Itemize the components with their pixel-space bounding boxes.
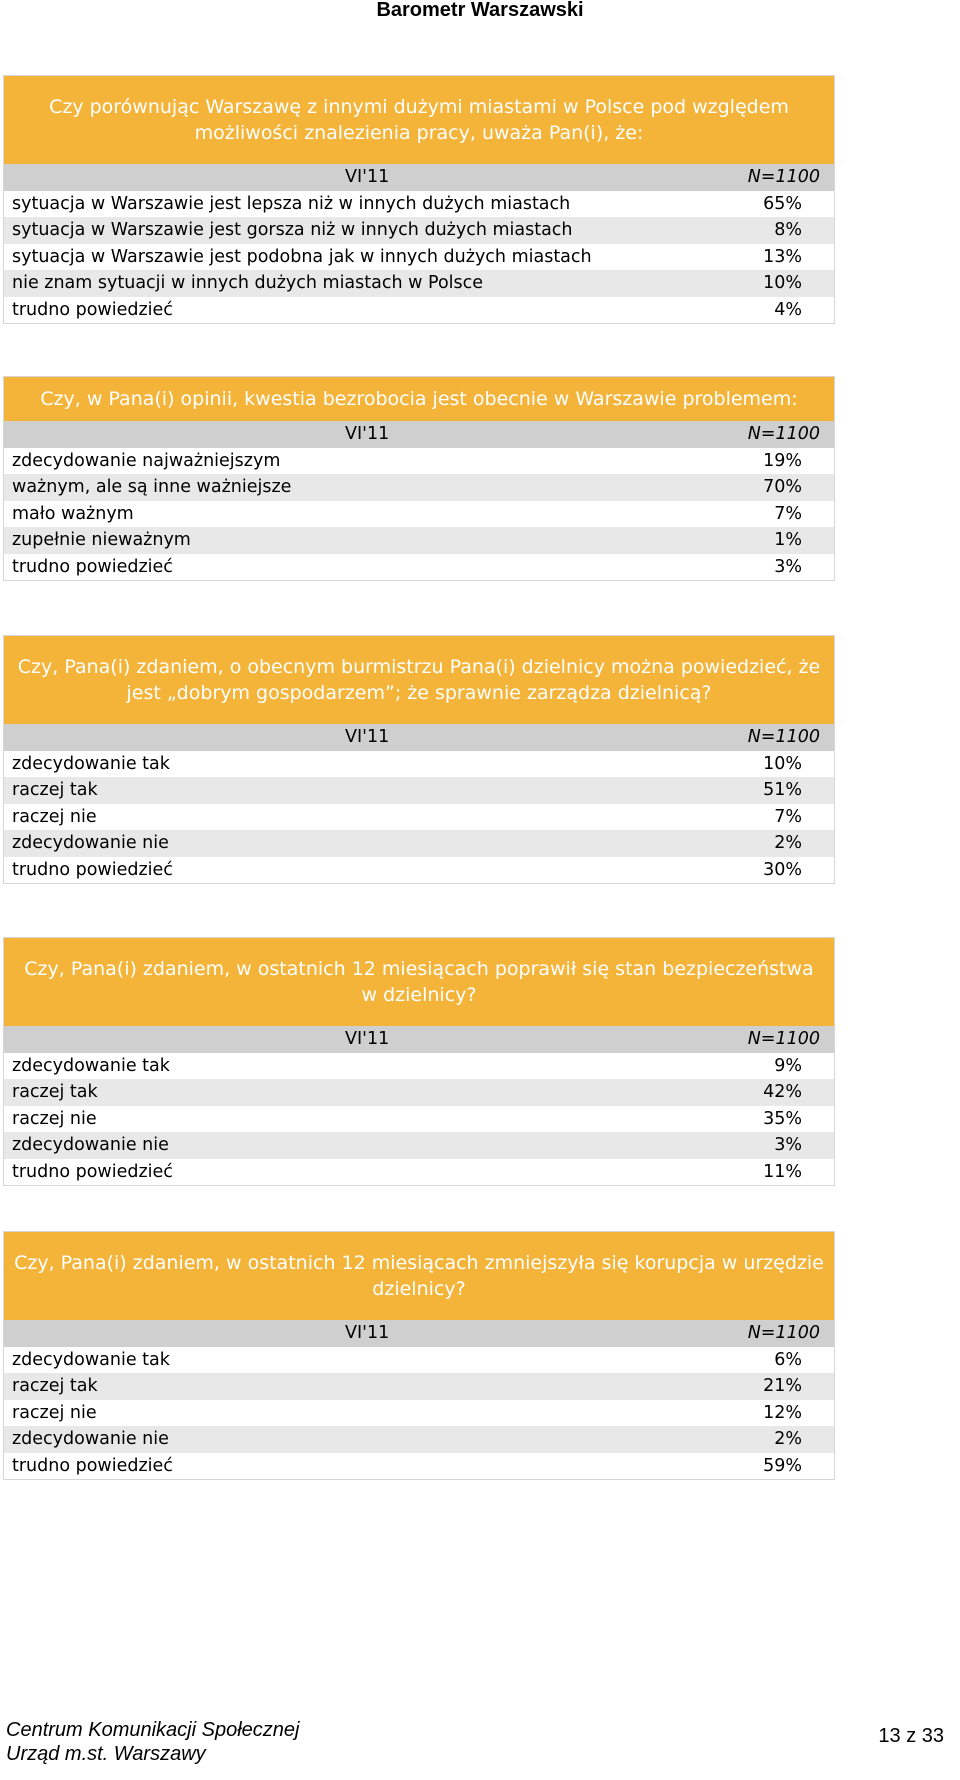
table-row — [4, 554, 834, 581]
answer-label: sytuacja w Warszawie jest podobna jak w innych dużych miastach — [12, 246, 592, 267]
answer-label: trudno powiedzieć — [12, 556, 173, 577]
question-text: Czy, Pana(i) zdaniem, w ostatnich 12 miesiącach poprawił się stan bezpieczeństwa w dzielnicy? — [4, 938, 834, 1026]
table-row — [4, 1347, 834, 1374]
period-label: VI'11 — [345, 1323, 390, 1344]
table-row — [4, 1079, 834, 1106]
answer-label: raczej tak — [12, 1376, 98, 1397]
table-row — [4, 857, 834, 884]
answer-label: zdecydowanie tak — [12, 1055, 170, 1076]
table-row — [4, 1053, 834, 1080]
table-row — [4, 217, 834, 244]
answer-label: zupełnie nieważnym — [12, 530, 191, 551]
page-number: 13 z 33 — [878, 1725, 944, 1747]
answer-value: 3% — [774, 1135, 802, 1156]
answer-label: zdecydowanie nie — [12, 1429, 169, 1450]
answer-value: 2% — [774, 1429, 802, 1450]
answer-label: raczej tak — [12, 1082, 98, 1103]
survey-table-1 — [3, 75, 835, 324]
answer-value: 11% — [763, 1161, 802, 1182]
answer-label: raczej nie — [12, 1108, 97, 1129]
sample-size: N=1100 — [747, 1029, 820, 1050]
table-row — [4, 751, 834, 778]
answer-value: 1% — [774, 530, 802, 551]
table-row — [4, 804, 834, 831]
table-row — [4, 1159, 834, 1186]
answer-label: zdecydowanie nie — [12, 833, 169, 854]
footer-org-line-1: Centrum Komunikacji Społecznej — [6, 1719, 300, 1741]
period-label: VI'11 — [345, 1029, 390, 1050]
sample-size: N=1100 — [747, 727, 820, 748]
sample-size: N=1100 — [747, 167, 820, 188]
table-row — [4, 244, 834, 271]
answer-value: 3% — [774, 556, 802, 577]
table-row — [4, 1106, 834, 1133]
table-header-row — [4, 1320, 834, 1347]
table-header-row — [4, 421, 834, 448]
answer-label: sytuacja w Warszawie jest gorsza niż w innych dużych miastach — [12, 220, 573, 241]
survey-table-4 — [3, 937, 835, 1186]
answer-label: raczej nie — [12, 1402, 97, 1423]
table-header-row — [4, 1026, 834, 1053]
answer-label: zdecydowanie nie — [12, 1135, 169, 1156]
table-row — [4, 1132, 834, 1159]
answer-value: 7% — [774, 806, 802, 827]
period-label: VI'11 — [345, 167, 390, 188]
answer-label: zdecydowanie najważniejszym — [12, 450, 281, 471]
table-row — [4, 830, 834, 857]
table-row — [4, 777, 834, 804]
table-row — [4, 448, 834, 475]
table-row — [4, 270, 834, 297]
table-row — [4, 297, 834, 324]
answer-label: trudno powiedzieć — [12, 859, 173, 880]
answer-label: trudno powiedzieć — [12, 1161, 173, 1182]
period-label: VI'11 — [345, 424, 390, 445]
answer-value: 59% — [763, 1455, 802, 1476]
table-row — [4, 1373, 834, 1400]
answer-value: 6% — [774, 1349, 802, 1370]
answer-value: 9% — [774, 1055, 802, 1076]
survey-table-2 — [3, 376, 835, 581]
answer-value: 8% — [774, 220, 802, 241]
period-label: VI'11 — [345, 727, 390, 748]
answer-label: zdecydowanie tak — [12, 753, 170, 774]
question-text: Czy, Pana(i) zdaniem, o obecnym burmistrzu Pana(i) dzielnicy można powiedzieć, że jest „dobrym gospodarzem”; że sprawnie zarządza dzielnicą? — [4, 636, 834, 724]
answer-label: trudno powiedzieć — [12, 1455, 173, 1476]
answer-value: 13% — [763, 246, 802, 267]
answer-label: mało ważnym — [12, 503, 134, 524]
table-header-row — [4, 724, 834, 751]
sample-size: N=1100 — [747, 1323, 820, 1344]
table-row — [4, 474, 834, 501]
answer-value: 7% — [774, 503, 802, 524]
answer-value: 10% — [763, 273, 802, 294]
answer-label: sytuacja w Warszawie jest lepsza niż w innych dużych miastach — [12, 193, 571, 214]
answer-value: 35% — [763, 1108, 802, 1129]
table-row — [4, 1400, 834, 1427]
answer-value: 30% — [763, 859, 802, 880]
answer-value: 19% — [763, 450, 802, 471]
answer-value: 10% — [763, 753, 802, 774]
question-text: Czy porównując Warszawę z innymi dużymi miastami w Polsce pod względem możliwości znalezienia pracy, uważa Pan(i), że: — [4, 76, 834, 164]
answer-value: 2% — [774, 833, 802, 854]
table-row — [4, 1453, 834, 1480]
answer-value: 21% — [763, 1376, 802, 1397]
footer-organization — [6, 1718, 299, 1766]
answer-label: trudno powiedzieć — [12, 299, 173, 320]
question-text: Czy, Pana(i) zdaniem, w ostatnich 12 miesiącach zmniejszyła się korupcja w urzędzie dzielnicy? — [4, 1232, 834, 1320]
answer-value: 4% — [774, 299, 802, 320]
answer-value: 51% — [763, 780, 802, 801]
answer-value: 12% — [763, 1402, 802, 1423]
table-row — [4, 191, 834, 218]
answer-label: raczej nie — [12, 806, 97, 827]
table-header-row — [4, 164, 834, 191]
question-text: Czy, w Pana(i) opinii, kwestia bezrobocia jest obecnie w Warszawie problemem: — [4, 377, 834, 421]
table-row — [4, 527, 834, 554]
answer-value: 70% — [763, 477, 802, 498]
answer-label: nie znam sytuacji w innych dużych miastach w Polsce — [12, 273, 484, 294]
answer-label: raczej tak — [12, 780, 98, 801]
answer-label: ważnym, ale są inne ważniejsze — [12, 477, 292, 498]
answer-value: 65% — [763, 193, 802, 214]
sample-size: N=1100 — [747, 424, 820, 445]
table-row — [4, 1426, 834, 1453]
survey-table-5 — [3, 1231, 835, 1480]
page-title: Barometr Warszawski — [376, 0, 584, 21]
answer-value: 42% — [763, 1082, 802, 1103]
survey-table-3 — [3, 635, 835, 884]
footer-org-line-2: Urząd m.st. Warszawy — [6, 1743, 206, 1765]
answer-label: zdecydowanie tak — [12, 1349, 170, 1370]
table-row — [4, 501, 834, 528]
